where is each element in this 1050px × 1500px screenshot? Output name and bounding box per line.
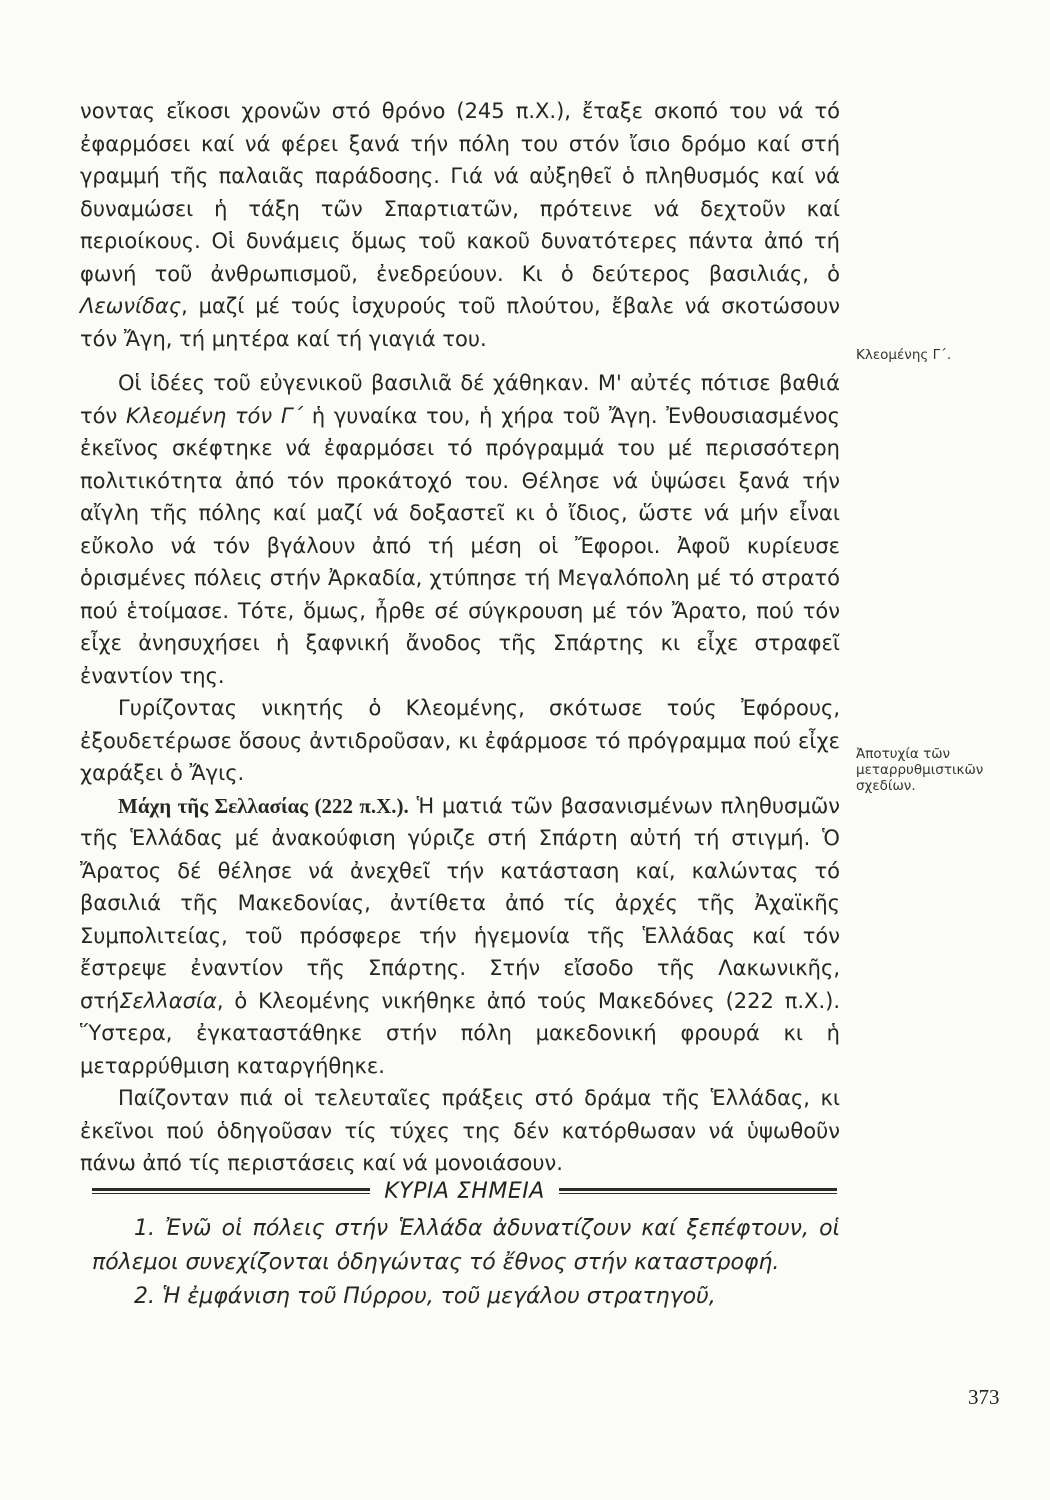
left-rule xyxy=(92,1188,370,1194)
paragraph-4-end: , ὁ Κλεομένης νικήθηκε ἀπό τούς Μακεδόνες (222 π.Χ.). Ὕστερα, ἐγκαταστάθηκε στήν πόλη μακεδονική φρουρά κι ἡ μεταρρύθμιση καταργήθηκε. xyxy=(80,988,840,1078)
paragraph-4 xyxy=(80,790,840,1083)
paragraph-2-text: Οἱ ἰδέες τοῦ εὐγενικοῦ βασιλιᾶ δέ χάθηκαν. Μ' αὐτές πότισε βαθιά τόν xyxy=(80,371,840,428)
kleomenis-name: Κλεομένη τόν Γ΄ xyxy=(125,403,304,428)
paragraph-1 xyxy=(80,95,840,355)
key-points-list xyxy=(92,1212,840,1314)
sellasia-name: Σελλασία xyxy=(119,988,217,1013)
page-number: 373 xyxy=(968,1385,1000,1409)
paragraph-1-text: νοντας εἴκοσι χρονῶν στό θρόνο (245 π.Χ.), ἔταξε σκοπό του νά τό ἐφαρμόσει καί νά φέρει ξανά τήν πόλη του στόν ἴσιο δρόμο καί στή γραμμή τῆς παλαιᾶς παράδοσης. Γιά νά αὐξηθεῖ ὁ πληθυσμός καί νά δυναμώσει ἡ τάξη τῶν Σπαρτιατῶν, πρότεινε νά δεχτοῦν καί περιοίκους. Οἱ δυνάμεις ὅμως τοῦ κακοῦ δυνατότερες πάντα ἀπό τή φωνή τοῦ ἀνθρωπισμοῦ, ἐνεδρεύουν. Κι ὁ δεύτερος βασιλιάς, ὁ xyxy=(80,99,840,286)
main-text-column xyxy=(80,95,840,1180)
margin-note-kleomenis: Κλεομένης Γ΄. xyxy=(856,347,952,363)
sellasia-heading: Μάχη τῆς Σελλασίας (222 π.Χ.). xyxy=(118,793,409,818)
right-rule xyxy=(559,1188,837,1194)
paragraph-1-end: , μαζί μέ τούς ἰσχυρούς τοῦ πλούτου, ἔβαλε νά σκοτώσουν τόν Ἄγη, τή μητέρα καί τή γιαγιά του. xyxy=(80,294,840,351)
paragraph-2 xyxy=(80,367,840,692)
paragraph-4-text: Ἡ ματιά τῶν βασανισμένων πληθυσμῶν τῆς Ἑλλάδας μέ ἀνακούφιση γύριζε στή Σπάρτη αὐτή τή στιγμή. Ὁ Ἄρατος δέ θέλησε νά ἀνεχθεῖ τήν κατάσταση καί, καλώντας τό βασιλιά τῆς Μακεδονίας, ἀντίθετα ἀπό τίς ἀρχές τῆς Ἀχαϊκῆς Συμπολιτείας, τοῦ πρόσφερε τήν ἡγεμονία τῆς Ἑλλάδας καί τόν ἔστρεψε ἐναντίον τῆς Σπάρτης. Στήν εἴσοδο τῆς Λακωνικῆς, στή xyxy=(80,793,841,1013)
margin-note-failure: Ἀποτυχία τῶν μεταρρυθμιστικῶν σχεδίων. xyxy=(856,746,984,794)
key-points-title: ΚΥΡΙΑ ΣΗΜΕΙΑ xyxy=(384,1178,545,1204)
key-point-1: 1. Ἐνῶ οἱ πόλεις στήν Ἑλλάδα ἀδυνατίζουν καί ξεπέφτουν, οἱ πόλεμοι συνεχίζονται ὁδηγώντας τό ἔθνος στήν καταστροφή. xyxy=(92,1216,840,1275)
paragraph-5: Παίζονταν πιά οἱ τελευταῖες πράξεις στό δράμα τῆς Ἑλλάδας, κι ἐκεῖνοι πού ὁδηγοῦσαν τίς τύχες της δέν κατόρθωσαν νά ὑψωθοῦν πάνω ἀπό τίς περιστάσεις καί νά μονοιάσουν. xyxy=(80,1086,840,1175)
leonidas-name: Λεωνίδας xyxy=(80,294,182,318)
paragraph-3: Γυρίζοντας νικητής ὁ Κλεομένης, σκότωσε τούς Ἐφόρους, ἐξουδετέρωσε ὅσους ἀντιδροῦσαν, κι ἐφάρμοσε τό πρόγραμμα πού εἶχε χαράξει ὁ Ἄγις. xyxy=(80,696,840,785)
paragraph-2-end: ἡ γυναίκα του, ἡ χήρα τοῦ Ἄγη. Ἐνθουσιασμένος ἐκεῖνος σκέφτηκε νά ἐφαρμόσει τό πρόγραμμά του μέ περισσότερη πολιτικότητα ἀπό τόν προκάτοχό του. Θέλησε νά ὑψώσει ξανά τήν αἴγλη τῆς πόλης καί μαζί νά δοξαστεῖ κι ὁ ἴδιος, ὥστε νά μήν εἶναι εὔκολο νά τόν βγάλουν ἀπό τή μέση οἱ Ἔφοροι. Ἀφοῦ κυρίευσε ὁρισμένες πόλεις στήν Ἀρκαδία, χτύπησε τή Μεγαλόπολη μέ τό στρατό πού ἑτοίμασε. Τότε, ὅμως, ἦρθε σέ σύγκρουση μέ τόν Ἄρατο, πού τόν εἶχε ἀνησυχήσει ἡ ξαφνική ἄνοδος τῆς Σπάρτης κι εἶχε στραφεῖ ἐναντίον της. xyxy=(80,403,840,688)
key-point-2: 2. Ἡ ἐμφάνιση τοῦ Πύρρου, τοῦ μεγάλου στρατηγοῦ, xyxy=(134,1284,716,1309)
key-points-header xyxy=(92,1178,837,1204)
